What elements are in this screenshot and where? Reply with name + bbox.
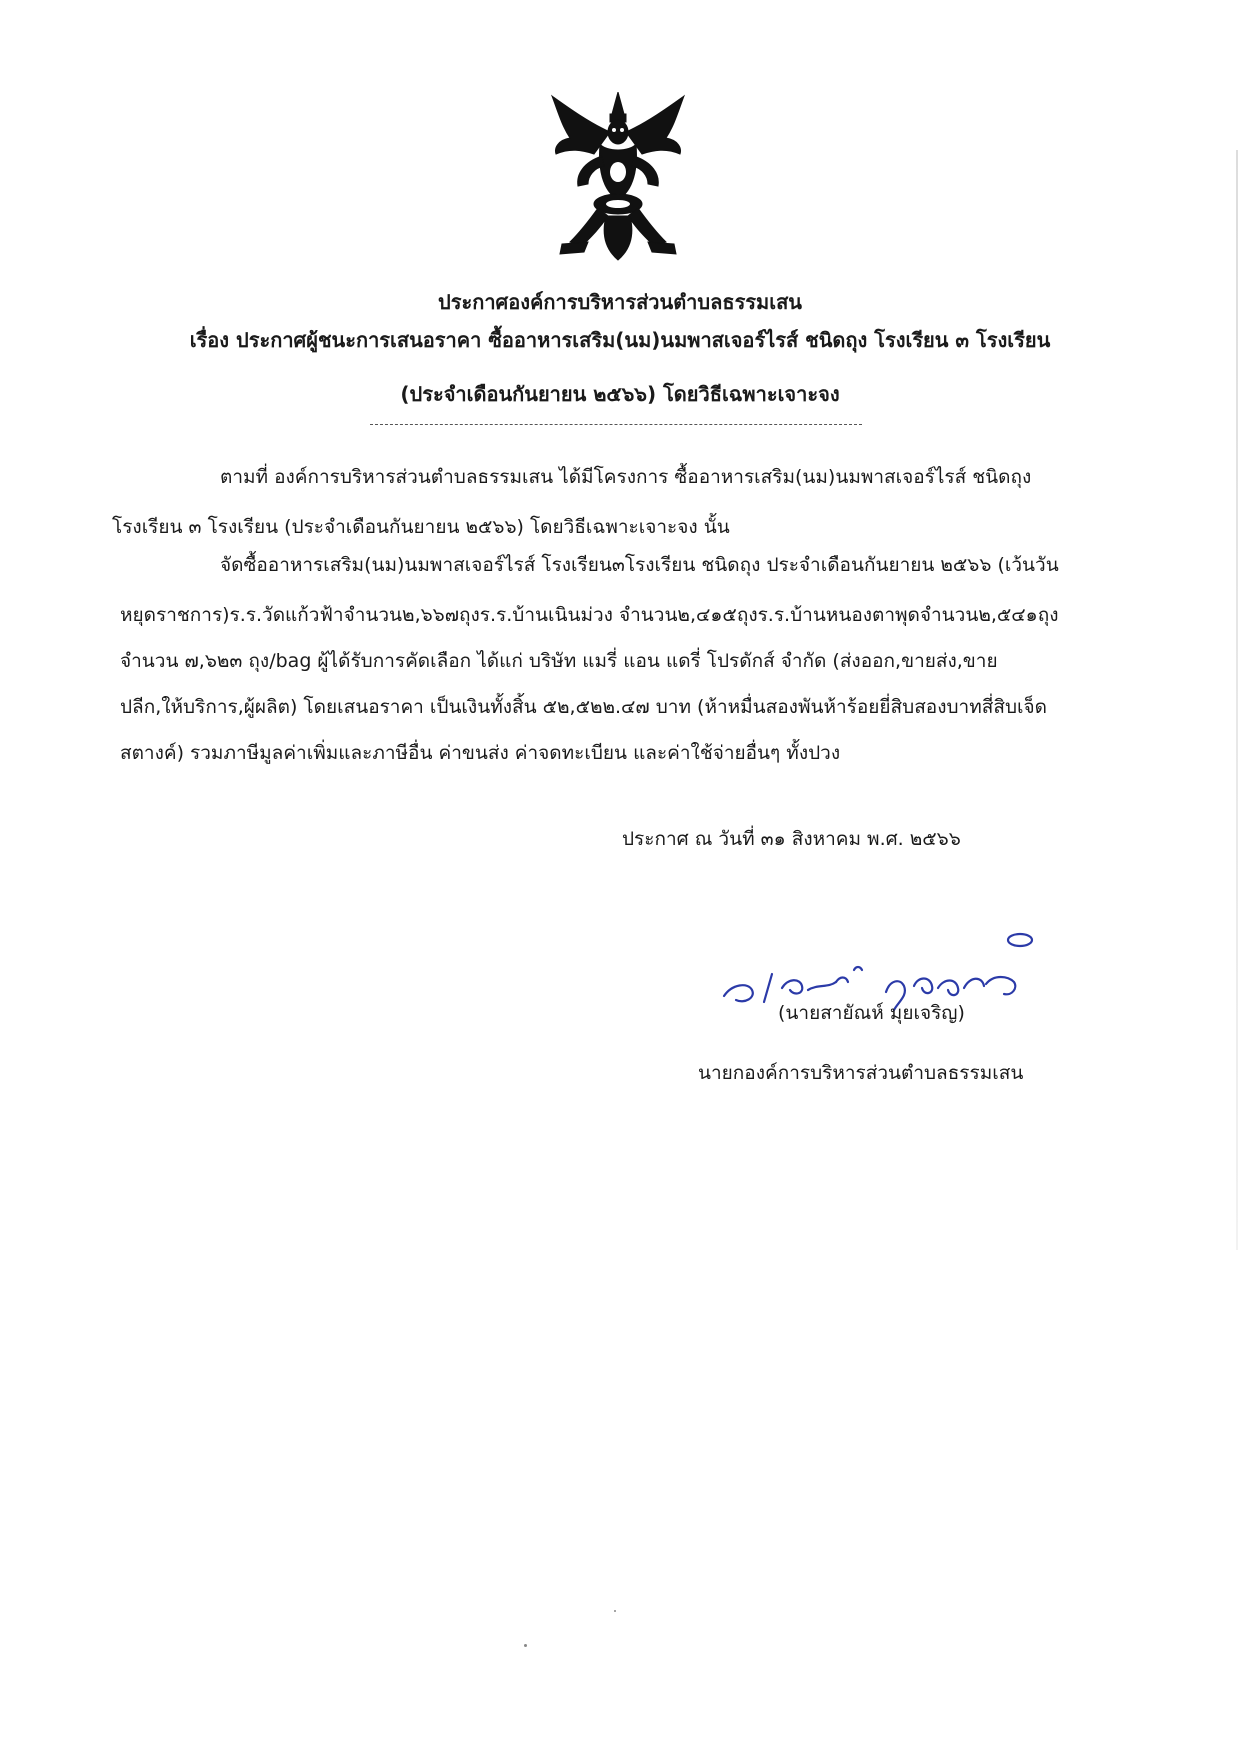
body-line-1: ตามที่ องค์การบริหารส่วนตำบลธรรมเสน ได้มีโครงการ ซื้ออาหารเสริม(นม)นมพาสเจอร์ไรส์ ชนิดถุง [220, 466, 1032, 488]
announcement-date: ประกาศ ณ วันที่ ๓๑ สิงหาคม พ.ศ. ๒๕๖๖ [622, 828, 961, 850]
scan-speck [524, 1644, 527, 1647]
scan-edge-shadow [1236, 150, 1238, 1250]
signer-name: (นายสายัณห์ มุยเจริญ) [778, 1002, 965, 1024]
announcement-title: ประกาศองค์การบริหารส่วนตำบลธรรมเสน [438, 290, 802, 314]
body-line-5: จำนวน ๗,๖๒๓ ถุง/bag ผู้ได้รับการคัดเลือก ได้แก่ บริษัท แมรี่ แอน แดรี่ โปรดักส์ จำกัด (ส่งออก,ขายส่ง,ขาย [120, 650, 998, 672]
body-line-3: จัดซื้ออาหารเสริม(นม)นมพาสเจอร์ไรส์ โรงเรียน๓โรงเรียน ชนิดถุง ประจำเดือนกันยายน ๒๕๖๖ (เว้นวัน [220, 554, 1059, 576]
body-line-2: โรงเรียน ๓ โรงเรียน (ประจำเดือนกันยายน ๒๕๖๖) โดยวิธีเฉพาะเจาะจง นั้น [112, 516, 730, 538]
garuda-emblem-icon [548, 92, 688, 262]
announcement-subject: เรื่อง ประกาศผู้ชนะการเสนอราคา ซื้ออาหารเสริม(นม)นมพาสเจอร์ไรส์ ชนิดถุง โรงเรียน ๓ โรงเรียน [189, 328, 1051, 352]
body-line-6: ปลีก,ให้บริการ,ผู้ผลิต) โดยเสนอราคา เป็นเงินทั้งสิ้น ๕๒,๕๒๒.๔๗ บาท (ห้าหมื่นสองพันห้าร้อยยี่สิบสองบาทสี่สิบเจ็ด [120, 696, 1047, 718]
announcement-subject-continued: (ประจำเดือนกันยายน ๒๕๖๖) โดยวิธีเฉพาะเจาะจง [400, 382, 840, 406]
scan-speck [614, 1610, 616, 1612]
body-line-7: สตางค์) รวมภาษีมูลค่าเพิ่มและภาษีอื่น ค่าขนส่ง ค่าจดทะเบียน และค่าใช้จ่ายอื่นๆ ทั้งปวง [120, 742, 841, 764]
dashed-divider [370, 424, 862, 425]
signer-position: นายกองค์การบริหารส่วนตำบลธรรมเสน [698, 1062, 1024, 1084]
body-line-4: หยุดราชการ)ร.ร.วัดแก้วฟ้าจำนวน๒,๖๖๗ถุงร.ร.บ้านเนินม่วง จำนวน๒,๔๑๕ถุงร.ร.บ้านหนองตาพุดจำนวน๒,๕๔๑ถุง [120, 604, 1059, 626]
